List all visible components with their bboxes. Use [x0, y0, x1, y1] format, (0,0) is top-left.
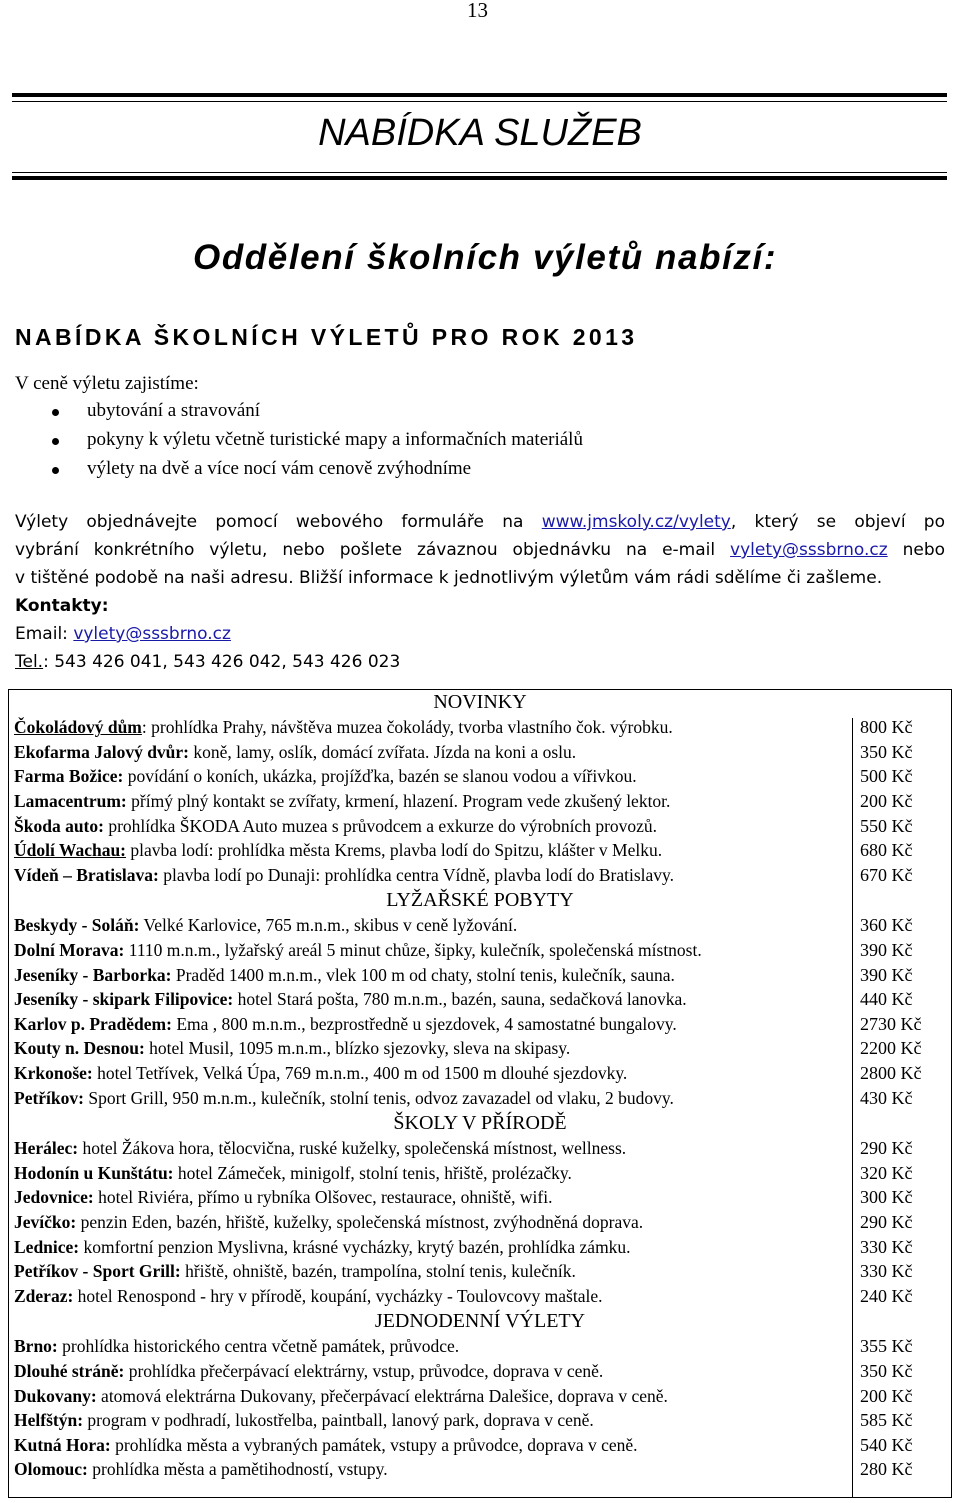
offer-description: atomová elektrárna Dukovany, přečerpávací elektrárna Dalešice, doprava v ceně. [96, 1385, 668, 1406]
table-row [8, 764, 952, 789]
offer-description-cell [8, 1136, 860, 1161]
web-link[interactable]: www.jmskoly.cz/vylety [541, 512, 731, 532]
offer-price: 350 Kč [860, 741, 913, 762]
section-header-row [8, 689, 952, 715]
table-row [8, 1383, 952, 1408]
offer-description-cell [8, 1012, 860, 1037]
offer-price: 430 Kč [860, 1087, 913, 1108]
offer-description: prohlídka přečerpávací elektrárny, vstup, průvodce, doprava v ceně. [124, 1360, 604, 1381]
offer-price: 540 Kč [860, 1434, 913, 1455]
offer-description-cell [8, 1457, 860, 1482]
table-row [8, 1259, 952, 1284]
top-rule-thin [12, 101, 947, 102]
offer-price: 290 Kč [860, 1138, 913, 1159]
table-row [8, 838, 952, 863]
table-row [8, 1061, 952, 1086]
includes-label: V ceně výletu zajistíme: [15, 373, 199, 394]
page-title: NABÍDKA SLUŽEB [318, 112, 642, 154]
offer-name: Dolní Morava: [14, 940, 125, 961]
offer-name: Hodonín u Kunštátu: [14, 1162, 174, 1183]
table-row [8, 913, 952, 938]
offer-name: Vídeň – Bratislava: [14, 864, 159, 885]
offer-description-cell [8, 1234, 860, 1259]
offer-price: 585 Kč [860, 1410, 913, 1431]
offer-description-cell [8, 838, 860, 863]
offer-description: hotel Žákova hora, tělocvična, ruské kuželky, společenská místnost, wellness. [78, 1138, 627, 1159]
offer-description-cell [8, 1085, 860, 1110]
phone-row [15, 648, 945, 676]
table-row [8, 813, 952, 838]
offer-name: Karlov p. Pradědem: [14, 1013, 172, 1034]
offer-price: 2800 Kč [860, 1063, 922, 1084]
offer-description-cell [8, 813, 860, 838]
order-line-1 [15, 508, 945, 536]
offer-name: Brno: [14, 1336, 58, 1357]
table-row [8, 1012, 952, 1037]
offer-price: 290 Kč [860, 1211, 913, 1232]
table-row [8, 789, 952, 814]
contacts-label: Kontakty: [15, 596, 109, 616]
offer-description-cell [8, 1161, 860, 1186]
section-header-row [8, 1308, 952, 1334]
offer-name: Jeseníky - Barborka: [14, 964, 172, 985]
offer-price: 680 Kč [860, 840, 913, 861]
offer-description-cell [8, 1210, 860, 1235]
offer-price: 800 Kč [860, 717, 913, 738]
offer-price: 390 Kč [860, 940, 913, 961]
section-title: ŠKOLY V PŘÍRODĚ [393, 1111, 567, 1134]
offer-description-cell [8, 740, 860, 765]
offer-description: prohlídka města a vybraných památek, vstupy a průvodce, doprava v ceně. [110, 1434, 638, 1455]
offer-price: 500 Kč [860, 766, 913, 787]
offer-price: 360 Kč [860, 915, 913, 936]
list-item-text: pokyny k výletu včetně turistické mapy a informačních materiálů [87, 429, 583, 450]
phone-label: Tel. [15, 652, 44, 672]
table-row [8, 1283, 952, 1308]
table-row [8, 987, 952, 1012]
phone-numbers: : 543 426 041, 543 426 042, 543 426 023 [43, 652, 401, 672]
offer-price: 330 Kč [860, 1236, 913, 1257]
offer-description-cell [8, 913, 860, 938]
section-title: JEDNODENNÍ VÝLETY [374, 1310, 586, 1333]
table-row [8, 1085, 952, 1110]
offer-name: Beskydy - Soláň: [14, 915, 140, 936]
offer-price: 355 Kč [860, 1336, 913, 1357]
offer-description: přímý plný kontakt se zvířaty, krmení, hlazení. Program vede zkušený lektor. [126, 791, 671, 812]
offer-name: Jevíčko: [14, 1211, 77, 1232]
offer-description: povídání o koních, ukázka, projížďka, bazén se slanou vodou a vířivkou. [123, 766, 637, 787]
table-row [8, 1432, 952, 1457]
offer-description: hotel Musil, 1095 m.n.m., blízko sjezovky, sleva na skipasy. [144, 1038, 571, 1059]
offer-price: 330 Kč [860, 1261, 913, 1282]
offer-description: hotel Riviéra, přímo u rybníka Olšovec, restaurace, ohniště, wifi. [93, 1187, 553, 1208]
email-row [15, 620, 945, 648]
offer-name: Olomouc: [14, 1459, 88, 1480]
offers-table [8, 689, 952, 1482]
offer-price: 2730 Kč [860, 1013, 922, 1034]
offer-description: Ema , 800 m.n.m., bezprostředně u sjezdovek, 4 samostatné bungalovy. [171, 1013, 677, 1034]
offer-description-cell [8, 764, 860, 789]
table-row [8, 715, 952, 740]
offer-name: Petříkov: [14, 1087, 84, 1108]
bullet-icon [52, 438, 59, 445]
list-item [0, 458, 583, 487]
offer-name: Farma Božice: [14, 766, 124, 787]
offer-description-cell [8, 1359, 860, 1384]
offer-description-cell [8, 1185, 860, 1210]
offer-price: 670 Kč [860, 864, 913, 885]
offer-name: Údolí Wachau: [14, 840, 126, 861]
offer-description-cell [8, 1036, 860, 1061]
contact-email-link[interactable]: vylety@sssbrno.cz [73, 624, 231, 644]
table-row [8, 1234, 952, 1259]
table-row [8, 962, 952, 987]
offer-price: 300 Kč [860, 1187, 913, 1208]
list-item [0, 429, 583, 458]
email-label: Email: [15, 624, 68, 644]
section-title: LYŽAŘSKÉ POBYTY [386, 889, 574, 912]
table-row [8, 1036, 952, 1061]
offer-description: 1110 m.n.m., lyžařský areál 5 minut chůze, šipky, kulečník, společenská místnost. [124, 940, 702, 961]
offer-description: hřiště, ohniště, bazén, trampolína, stolní tenis, kulečník. [180, 1261, 576, 1282]
offer-name: Jeseníky - skipark Filipovice: [14, 989, 234, 1010]
offer-description-cell [8, 1383, 860, 1408]
table-row [8, 1185, 952, 1210]
offer-description-cell [8, 938, 860, 963]
offer-price: 200 Kč [860, 791, 913, 812]
offer-name: Jedovnice: [14, 1187, 94, 1208]
offer-description: plavba lodí: prohlídka města Krems, plavba lodí do Spitzu, klášter v Melku. [126, 840, 663, 861]
offer-name: Čokoládový dům [14, 717, 142, 738]
table-row [8, 1210, 952, 1235]
offer-description-cell [8, 1283, 860, 1308]
offer-description: Praděd 1400 m.n.m., vlek 100 m od chaty, stolní tenis, kulečník, sauna. [171, 964, 675, 985]
order-text-4: nebo [902, 540, 946, 560]
offer-description: hotel Stará pošta, 780 m.n.m., bazén, sauna, sedačková lanovka. [233, 989, 687, 1010]
table-row [8, 863, 952, 888]
department-subtitle: Oddělení školních výletů nabízí: [193, 238, 778, 277]
offer-name: Lamacentrum: [14, 791, 127, 812]
offer-name: Lednice: [14, 1236, 80, 1257]
top-rule-thick [12, 93, 947, 97]
order-info [15, 508, 945, 676]
order-line-2 [15, 536, 945, 564]
offer-name: Ekofarma Jalový dvůr: [14, 741, 189, 762]
offer-description-cell [8, 789, 860, 814]
section-title: NOVINKY [433, 691, 527, 713]
offer-description: hotel Renospond - hry v přírodě, koupání, vycházky - Toulovcovy maštale. [73, 1285, 603, 1306]
offer-price: 200 Kč [860, 1385, 913, 1406]
section-header-row [8, 1110, 952, 1136]
offer-description-cell [8, 1334, 860, 1359]
email-link[interactable]: vylety@sssbrno.cz [730, 540, 888, 560]
offer-description: komfortní penzion Myslivna, krásné vycházky, krytý bazén, prohlídka zámku. [79, 1236, 631, 1257]
offer-description-cell [8, 962, 860, 987]
table-row [8, 1334, 952, 1359]
table-row [8, 1457, 952, 1482]
offer-price: 2200 Kč [860, 1038, 922, 1059]
table-row [8, 740, 952, 765]
list-item-text: ubytování a stravování [87, 400, 261, 421]
offer-description: Velké Karlovice, 765 m.n.m., skibus v ceně lyžování. [139, 915, 518, 936]
bullet-icon [52, 409, 59, 416]
offer-description-cell [8, 987, 860, 1012]
offer-price: 390 Kč [860, 964, 913, 985]
offer-description: hotel Zámeček, minigolf, stolní tenis, hřiště, prolézačky. [173, 1162, 572, 1183]
offer-description: program v podhradí, lukostřelba, paintball, lanový park, doprava v ceně. [83, 1410, 594, 1431]
bottom-rule-thin [12, 172, 947, 173]
offer-description: penzin Eden, bazén, hřiště, kuželky, společenská místnost, zvýhodněná doprava. [76, 1211, 644, 1232]
offer-name: Kutná Hora: [14, 1434, 111, 1455]
offer-price: 320 Kč [860, 1162, 913, 1183]
offer-price: 280 Kč [860, 1459, 913, 1480]
table-row [8, 1136, 952, 1161]
order-text-3: vybrání konkrétního výletu, nebo pošlete závaznou objednávku na e-mail [15, 540, 716, 560]
offer-description: plavba lodí po Dunaji: prohlídka centra Vídně, plavba lodí do Bratislavy. [158, 864, 675, 885]
offer-name: Herálec: [14, 1138, 79, 1159]
order-line-3: v tištěné podobě na naši adresu. Bližší informace k jednotlivým výletům vám rádi sdělíme či zašleme. [15, 568, 883, 588]
bottom-rule-thick [12, 176, 947, 180]
offer-heading: NABÍDKA ŠKOLNÍCH VÝLETŮ PRO ROK 2013 [15, 324, 638, 350]
offer-description-cell [8, 715, 860, 740]
offer-description-cell [8, 1061, 860, 1086]
table-row [8, 1161, 952, 1186]
offer-name: Petříkov - Sport Grill: [14, 1261, 181, 1282]
offer-description: hotel Tetřívek, Velká Úpa, 769 m.n.m., 400 m od 1500 m dlouhé sjezdovky. [92, 1063, 628, 1084]
offer-description-cell [8, 1408, 860, 1433]
offer-description-cell [8, 1432, 860, 1457]
offer-description: prohlídka města a pamětihodností, vstupy. [87, 1459, 388, 1480]
offer-description-cell [8, 1259, 860, 1284]
offer-description: : prohlídka Prahy, návštěva muzea čokolády, tvorba vlastního čok. výrobku. [141, 717, 673, 738]
table-row [8, 1408, 952, 1433]
offer-description: prohlídka ŠKODA Auto muzea s průvodcem a exkurze do výrobních provozů. [103, 815, 658, 836]
offer-name: Krkonoše: [14, 1063, 93, 1084]
table-row [8, 938, 952, 963]
order-text-2: , který se objeví po [730, 512, 945, 532]
offer-name: Helfštýn: [14, 1410, 84, 1431]
page-number: 13 [467, 0, 488, 22]
section-header-row [8, 887, 952, 913]
offer-price: 240 Kč [860, 1285, 913, 1306]
offer-price: 350 Kč [860, 1360, 913, 1381]
offer-description: koně, lamy, oslík, domácí zvířata. Jízda na koni a oslu. [189, 741, 577, 762]
offer-name: Dukovany: [14, 1385, 97, 1406]
bullet-icon [52, 467, 59, 474]
list-item [0, 400, 583, 429]
offer-description-cell [8, 863, 860, 888]
offer-name: Škoda auto: [14, 815, 104, 836]
offer-price: 440 Kč [860, 989, 913, 1010]
offer-price: 550 Kč [860, 815, 913, 836]
table-row [8, 1359, 952, 1384]
offer-name: Zderaz: [14, 1285, 74, 1306]
offer-description: Sport Grill, 950 m.n.m., kulečník, stolní tenis, odvoz zavazadel od vlaku, 2 budovy. [83, 1087, 674, 1108]
list-item-text: výlety na dvě a více nocí vám cenově zvýhodníme [87, 458, 472, 479]
offer-name: Kouty n. Desnou: [14, 1038, 145, 1059]
offer-description: prohlídka historického centra včetně památek, průvodce. [57, 1336, 460, 1357]
price-divider [852, 718, 853, 1498]
offer-name: Dlouhé stráně: [14, 1360, 125, 1381]
order-text-1: Výlety objednávejte pomocí webového formuláře na [15, 512, 524, 532]
includes-list [0, 400, 583, 487]
